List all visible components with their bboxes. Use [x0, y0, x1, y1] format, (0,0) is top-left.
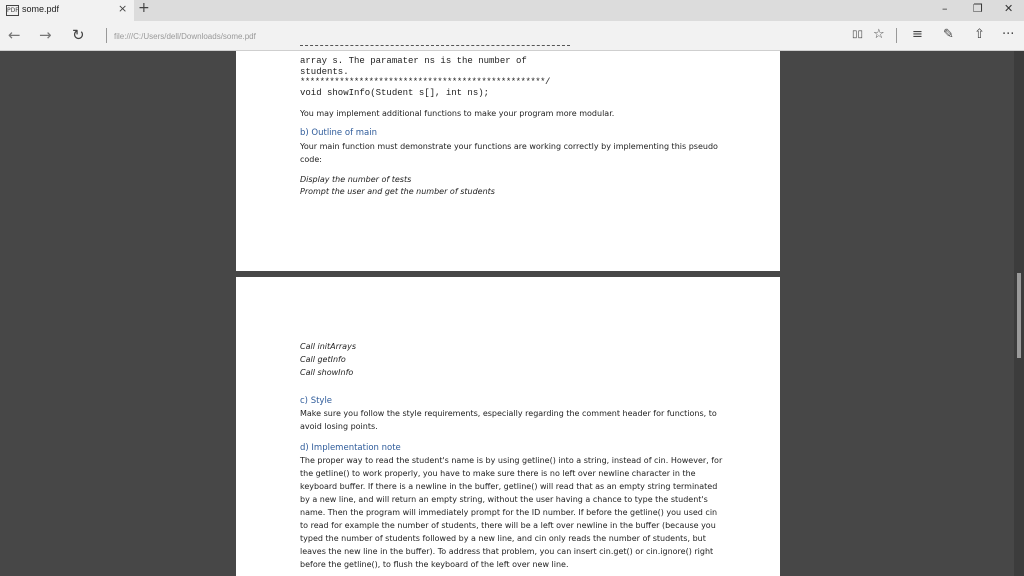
minimize-icon[interactable]: – — [942, 2, 948, 15]
divider — [896, 28, 897, 43]
tab-some-pdf[interactable] — [0, 0, 134, 21]
refresh-icon[interactable]: ↻ — [72, 26, 85, 44]
section-heading-d: d) Implementation note — [300, 443, 401, 453]
section-heading-b: b) Outline of main — [300, 128, 377, 138]
paragraph-line: the getline() to work properly, you have to make sure there is no left over newline character in the — [300, 469, 696, 478]
call-line: Call getInfo — [300, 355, 346, 364]
paragraph-line: The proper way to read the student's name is by using getline() into a string, instead of cin. However, for — [300, 456, 723, 465]
tab-bar — [0, 0, 1024, 21]
code-line: **************************************************/ — [300, 77, 550, 87]
paragraph-line: leaves the new line in the buffer). To address that problem, you can insert cin.get() or cin.ignore() right — [300, 547, 714, 556]
scrollbar-thumb[interactable] — [1017, 273, 1021, 358]
code-line: students. — [300, 67, 349, 77]
paragraph-line: avoid losing points. — [300, 422, 378, 431]
share-icon[interactable]: ⇧ — [974, 27, 985, 42]
call-line: Call showInfo — [300, 368, 354, 377]
pdf-page-1 — [236, 51, 780, 271]
back-icon[interactable]: ← — [8, 26, 21, 44]
new-tab-icon[interactable]: + — [138, 0, 150, 16]
section-heading-c: c) Style — [300, 396, 333, 406]
paragraph: Your main function must demonstrate your functions are working correctly by implementing this pseudo — [300, 142, 718, 151]
hub-icon[interactable]: ≡ — [912, 27, 923, 42]
paragraph-line: name. Then the program will immediately prompt for the ID number. If before the getline() you used cin — [300, 508, 718, 517]
web-note-icon[interactable]: ✎ — [943, 27, 954, 42]
paragraph-line: keyboard buffer. If there is a newline in the buffer, getline() will read that as an empty string terminated — [300, 482, 718, 491]
pdf-icon: PDF — [7, 7, 19, 14]
pdf-viewer[interactable] — [0, 51, 1024, 576]
url-field[interactable]: file:///C:/Users/dell/Downloads/some.pdf — [114, 32, 256, 41]
paragraph-line: to read for example the number of students, there will be a left over newline in the buffer (because you — [300, 521, 716, 530]
paragraph: You may implement additional functions to make your program more modular. — [300, 109, 615, 118]
paragraph-line: typed the number of students followed by a new line, and cin only reads the number of students, but — [300, 534, 706, 543]
pdf-page-2 — [236, 277, 780, 576]
code-line: array s. The paramater ns is the number of — [300, 56, 527, 66]
call-line: Call initArrays — [300, 342, 356, 351]
clipped-code-line — [300, 45, 570, 48]
restore-icon[interactable]: ❐ — [973, 2, 983, 15]
more-icon[interactable]: ··· — [1002, 27, 1015, 42]
favorite-star-icon[interactable]: ☆ — [873, 27, 885, 42]
close-tab-icon[interactable]: × — [118, 2, 128, 15]
forward-icon[interactable]: → — [39, 26, 52, 44]
tab-title: some.pdf — [22, 4, 60, 14]
paragraph-line: before the getline(), to flush the keyboard of the left over new line. — [300, 560, 569, 569]
reading-view-icon[interactable]: ▯▯ — [852, 29, 864, 40]
paragraph-line: by a new line, and will return an empty string, without the user having a chance to type the student's — [300, 495, 708, 504]
divider — [106, 28, 107, 43]
pseudo-line: Display the number of tests — [300, 175, 412, 184]
code-line: void showInfo(Student s[], int ns); — [300, 88, 490, 98]
scrollbar[interactable] — [1014, 51, 1024, 576]
paragraph-line: Make sure you follow the style requirements, especially regarding the comment header for functions, to — [300, 409, 717, 418]
paragraph: code: — [300, 155, 322, 164]
pseudo-line: Prompt the user and get the number of students — [300, 187, 495, 196]
window-close-icon[interactable]: ✕ — [1004, 2, 1014, 15]
